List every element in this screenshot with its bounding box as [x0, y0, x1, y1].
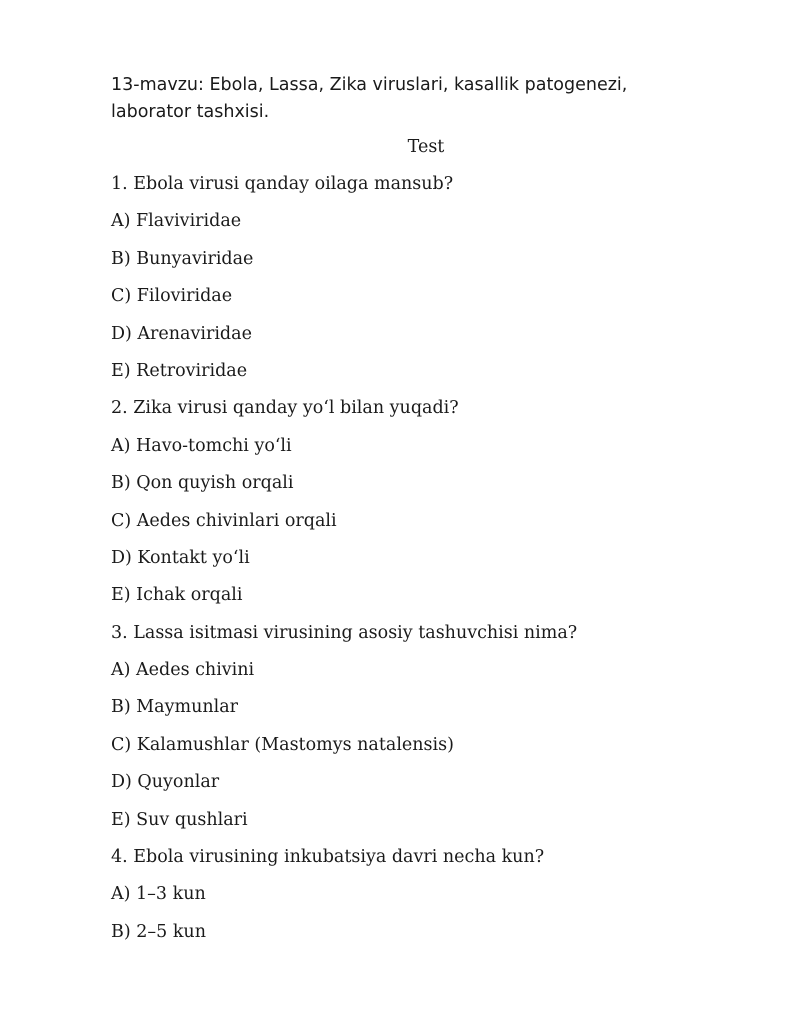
answer-option: A) Flaviviridae	[111, 211, 242, 232]
answer-option: B) Bunyaviridae	[111, 248, 254, 269]
question-text: 1. Ebola virusi qanday oilaga mansub?	[111, 174, 454, 194]
question-block	[111, 396, 711, 607]
question-block	[111, 172, 711, 383]
document-page	[111, 72, 711, 957]
answer-option: A) 1–3 kun	[111, 884, 206, 905]
answer-option: D) Kontakt yo‘li	[111, 547, 250, 568]
answer-option: E) Suv qushlari	[111, 809, 248, 830]
answer-option: C) Filoviridae	[111, 286, 233, 307]
answer-option: E) Ichak orqali	[111, 585, 243, 606]
question-text: 2. Zika virusi qanday yo‘l bilan yuqadi?	[111, 398, 459, 419]
question-text: 3. Lassa isitmasi virusining asosiy tashuvchisi nima?	[111, 622, 578, 643]
topic-header: 13-mavzu: Ebola, Lassa, Zika viruslari, kasallik patogenezi, laborator tashxisi.	[111, 75, 628, 122]
answer-option: B) Maymunlar	[111, 697, 239, 718]
answer-option: D) Quyonlar	[111, 772, 220, 793]
question-block	[111, 621, 711, 832]
answer-option: B) Qon quyish orqali	[111, 473, 294, 494]
answer-option: E) Retroviridae	[111, 360, 248, 381]
test-title: Test	[407, 137, 445, 157]
question-block	[111, 845, 711, 944]
answer-option: C) Aedes chivinlari orqali	[111, 510, 337, 531]
answer-option: C) Kalamushlar (Mastomys natalensis)	[111, 734, 454, 755]
question-text: 4. Ebola virusining inkubatsiya davri necha kun?	[111, 847, 545, 868]
answer-option: D) Arenaviridae	[111, 323, 252, 344]
answer-option: A) Aedes chivini	[111, 660, 255, 681]
answer-option: B) 2–5 kun	[111, 921, 206, 942]
answer-option: A) Havo-tomchi yo‘li	[111, 435, 292, 456]
